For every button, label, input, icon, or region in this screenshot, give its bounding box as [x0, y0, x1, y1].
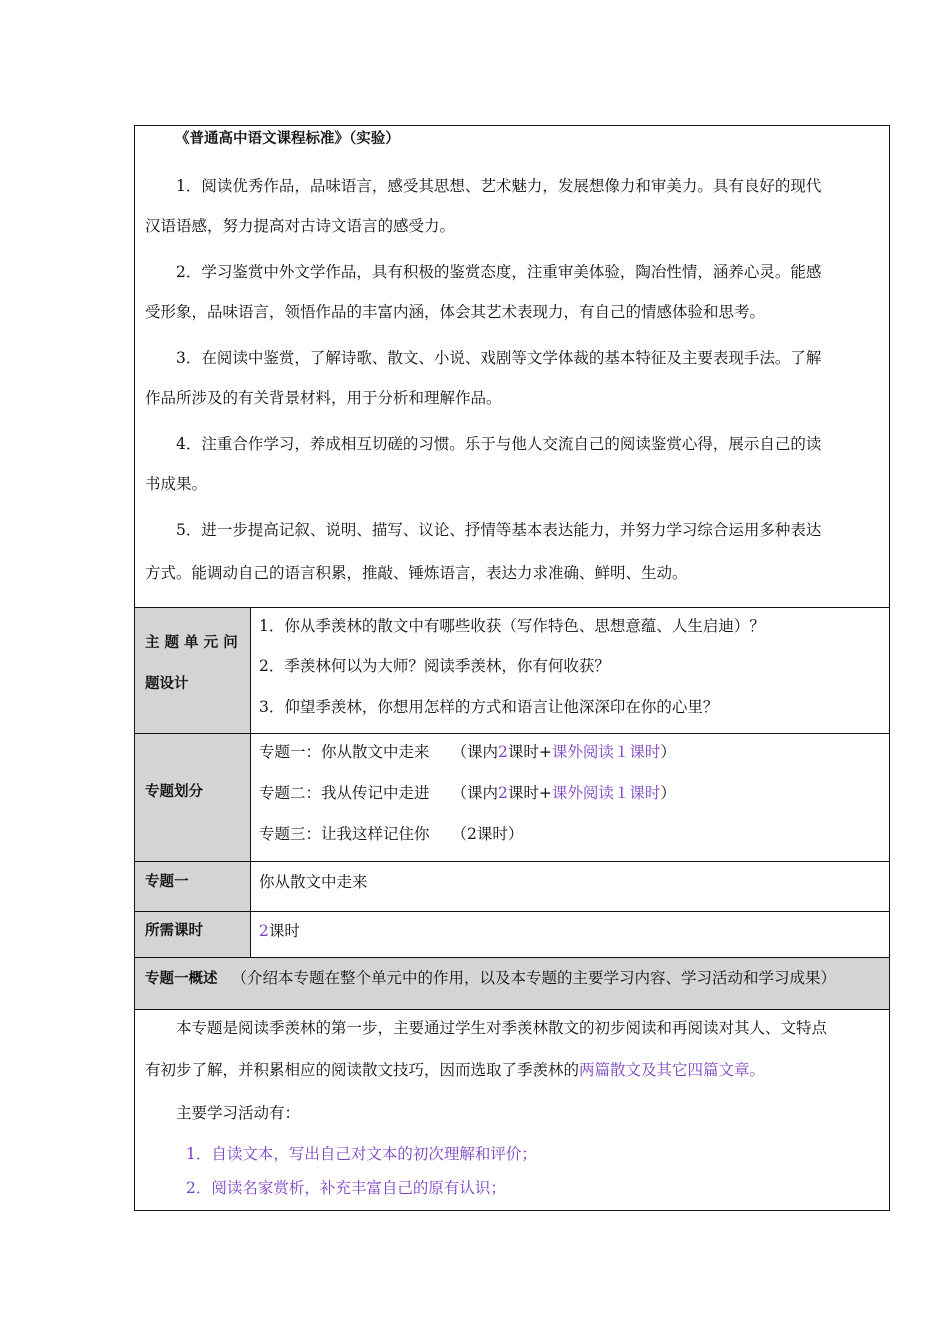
activity-item-2: 2．阅读名家赏析，补充丰富自己的原有认识； [186, 1179, 506, 1197]
division-label-cell [135, 734, 251, 861]
standard-item-3-line1: 3．在阅读中鉴赏，了解诗歌、散文、小说、戏剧等文学体裁的基本特征及主要表现手法。了解 [176, 349, 822, 367]
standard-title: 《普通高中语文课程标准》（实验） [175, 131, 400, 147]
overview-desc: （介绍本专题在整个单元中的作用，以及本专题的主要学习内容、学习活动和学习成果） [231, 969, 837, 987]
hours-unit: 课时 [268, 922, 300, 940]
overview-label: 专题一概述 [145, 971, 218, 987]
division-item-2-num: 2 [498, 784, 508, 802]
questions-row [135, 608, 889, 734]
standard-item-1-line1: 1．阅读优秀作品，品味语言，感受其思想、艺术魅力，发展想像力和审美力。具有良好的现代 [176, 177, 822, 195]
topic1-value: 你从散文中走来 [259, 873, 368, 891]
standard-item-2-line2: 受形象，品味语言，领悟作品的丰富内涵，体会其艺术表现力，有自己的情感体验和思考。 [145, 303, 766, 321]
question-item-2: 2．季羡林何以为大师？阅读季羡林，你有何收获？ [259, 657, 610, 675]
division-item-3-name: 专题三：让我这样记住你 [259, 825, 430, 843]
division-item-1-num: 2 [498, 743, 508, 761]
division-item-1-extra: 课外阅读１课时 [551, 743, 661, 761]
lesson-plan-table [134, 125, 890, 1211]
overview-para-line2 [145, 1060, 765, 1080]
hours-row [135, 912, 889, 958]
division-item-2-open: （课内 [451, 784, 499, 802]
topic1-row [135, 862, 889, 912]
questions-label-line2: 题设计 [145, 676, 189, 692]
division-item-2-name: 专题二：我从传记中走进 [259, 784, 430, 802]
hours-label: 所需课时 [145, 923, 203, 939]
topic1-label: 专题一 [145, 874, 189, 890]
hours-value [259, 921, 300, 941]
division-item-1-unit: 课时+ [507, 743, 552, 761]
topic1-label-cell [135, 862, 251, 911]
division-item-2-close: ） [660, 784, 676, 802]
hours-num: 2 [259, 922, 269, 940]
overview-header [145, 968, 836, 989]
standard-item-1-line2: 汉语语感，努力提高对古诗文语言的感受力。 [145, 217, 456, 235]
questions-label-line1: 主 题 单 元 问 [145, 635, 238, 651]
overview-para-line2-a: 有初步了解，并积累相应的阅读散文技巧，因而选取了季羡林的 [145, 1061, 580, 1079]
division-label: 专题划分 [145, 784, 203, 800]
standard-item-5-line1: 5．进一步提高记叙、说明、描写、议论、抒情等基本表达能力，并努力学习综合运用多种表达 [176, 521, 822, 539]
standard-item-4-line1: 4．注重合作学习，养成相互切磋的习惯。乐于与他人交流自己的阅读鉴赏心得，展示自己的读 [176, 435, 822, 453]
hours-label-cell [135, 912, 251, 957]
question-item-3: 3．仰望季羡林，你想用怎样的方式和语言让他深深印在你的心里？ [259, 698, 719, 716]
overview-para-line2-b: 两篇散文及其它四篇文章。 [579, 1061, 766, 1079]
division-item-3 [259, 824, 523, 844]
standard-item-2-line1: 2．学习鉴赏中外文学作品，具有积极的鉴赏态度，注重审美体验，陶冶性情，涵养心灵。能感 [176, 263, 822, 281]
overview-para-line1: 本专题是阅读季羡林的第一步，主要通过学生对季羡林散文的初步阅读和再阅读对其人、文特点 [176, 1019, 828, 1037]
division-item-1-open: （课内 [451, 743, 499, 761]
questions-label-cell [135, 608, 251, 733]
division-item-2-unit: 课时+ [507, 784, 552, 802]
standard-item-5-line2: 方式。能调动自己的语言积累，推敲、锤炼语言，表达力求准确、鲜明、生动。 [145, 564, 688, 582]
division-item-2 [259, 783, 676, 803]
standard-item-4-line2: 书成果。 [145, 475, 208, 493]
overview-body [135, 1010, 889, 1212]
standard-section [135, 126, 889, 608]
division-row [135, 734, 889, 862]
division-item-1 [259, 742, 676, 762]
overview-header-row [135, 958, 889, 1010]
activity-item-1: 1．自读文本，写出自己对文本的初次理解和评价； [186, 1145, 537, 1163]
division-item-1-close: ） [660, 743, 676, 761]
division-item-3-open: （2课时） [451, 825, 524, 843]
activities-label: 主要学习活动有： [176, 1104, 301, 1122]
standard-item-3-line2: 作品所涉及的有关背景材料，用于分析和理解作品。 [145, 389, 502, 407]
division-item-1-name: 专题一：你从散文中走来 [259, 743, 430, 761]
question-item-1: 1．你从季羡林的散文中有哪些收获（写作特色、思想意蕴、人生启迪）？ [259, 617, 765, 635]
division-item-2-extra: 课外阅读１课时 [551, 784, 661, 802]
